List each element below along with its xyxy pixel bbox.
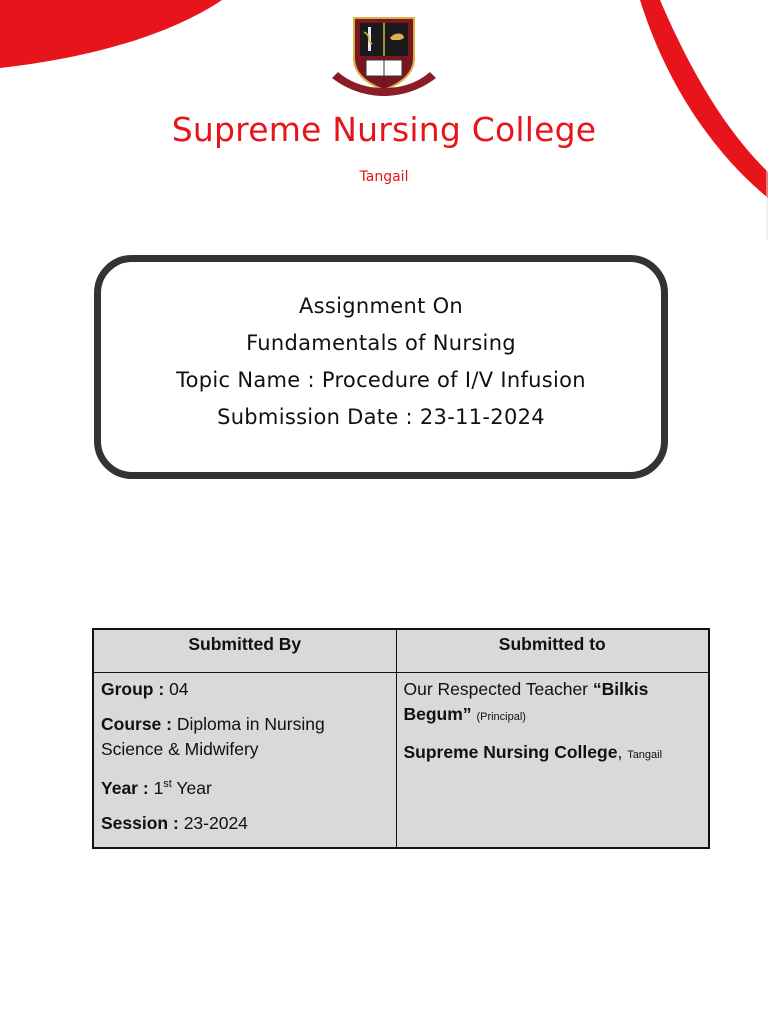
course-label: Course :	[101, 714, 172, 734]
assignment-title-box	[94, 255, 668, 479]
session-value: 23-2024	[183, 812, 248, 833]
course-row	[101, 712, 389, 762]
college-crest-icon	[330, 14, 438, 98]
submitted-by-cell	[93, 673, 396, 849]
top-left-red-swoosh	[0, 0, 222, 68]
college-row	[404, 740, 702, 768]
subject-name: Fundamentals of Nursing	[246, 331, 516, 355]
assignment-heading: Assignment On	[298, 294, 464, 318]
year-number: 1	[153, 777, 164, 798]
session-label: Session :	[101, 812, 179, 833]
submission-table	[92, 628, 710, 849]
college-location: Tangail	[359, 169, 409, 185]
year-suffix: st	[163, 778, 172, 790]
submission-date: Submission Date : 23-11-2024	[217, 405, 545, 429]
submitted-to-cell	[396, 673, 709, 849]
table-row	[93, 673, 709, 849]
year-row	[101, 772, 389, 801]
group-value: 04	[169, 679, 189, 699]
session-row	[101, 811, 389, 836]
recipient-location: Tangail	[627, 749, 663, 761]
recipient-comma: ,	[617, 742, 623, 762]
submitted-by-header: Submitted By	[93, 629, 396, 673]
teacher-title: (Principal)	[476, 711, 526, 723]
submitted-to-header: Submitted to	[396, 629, 709, 673]
teacher-row	[404, 677, 702, 730]
course-value: Diploma in Nursing Science & Midwifery	[101, 714, 325, 759]
year-label: Year :	[101, 777, 149, 798]
group-row	[101, 677, 389, 702]
teacher-intro: Our Respected Teacher	[403, 679, 589, 699]
year-word: Year	[176, 777, 212, 798]
table-header-row	[93, 629, 709, 673]
teacher-name: “Bilkis Begum”	[403, 679, 649, 724]
group-label: Group :	[101, 679, 165, 699]
college-name: Supreme Nursing College	[171, 110, 597, 149]
recipient-college: Supreme Nursing College	[403, 742, 618, 762]
topic-name: Topic Name : Procedure of I/V Infusion	[176, 368, 586, 392]
